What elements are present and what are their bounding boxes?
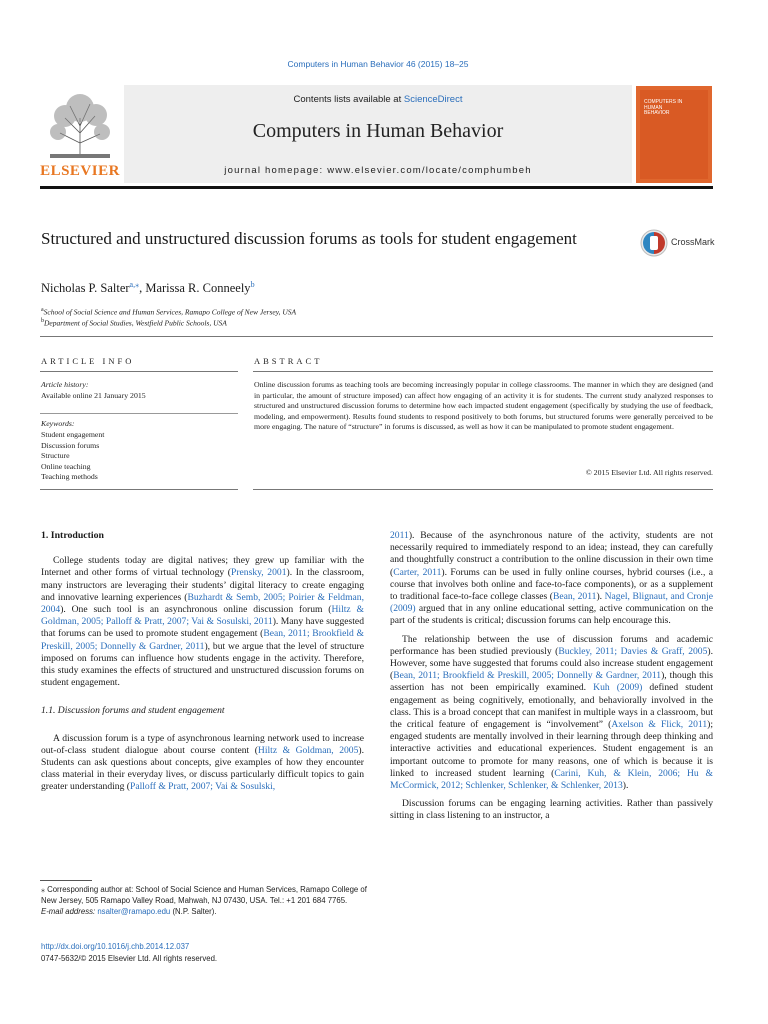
- body-paragraph: [41, 555, 364, 689]
- keyword: Online teaching: [41, 461, 91, 471]
- article-history-value: Available online 21 January 2015: [41, 391, 146, 400]
- paragraph-text: argued that in any online educational setting, active communication on the part of the students is critical; discussion forums can help encourage this.: [390, 603, 713, 627]
- journal-name: Computers in Human Behavior: [252, 120, 504, 142]
- cover-title: COMPUTERS IN HUMAN BEHAVIOR: [644, 99, 683, 116]
- divider: [40, 413, 238, 414]
- affiliation-text: Department of Social Studies, Westfield Public Schools, USA: [44, 318, 227, 328]
- paragraph-text: ), but we argue that the level of structure imposed on forums can influence how students engage in the activity. Therefore, this study examines the effects of structured and unstructured discussion forums on student engagement.: [41, 640, 364, 689]
- divider: [40, 336, 713, 337]
- affiliation-marker: b: [41, 318, 44, 324]
- divider: [40, 371, 238, 372]
- header-rule: [40, 186, 713, 189]
- abstract-copyright: © 2015 Elsevier Ltd. All rights reserved.: [585, 468, 713, 477]
- paragraph-text: ). Because of the asynchronous nature of the activity, students are not necessarily required to immediately respond to an idea; instead, they can carefully and thoughtfully construct a contribution to the online discussion in their own time (: [390, 530, 713, 578]
- divider: [40, 489, 238, 490]
- article-title: Structured and unstructured discussion forums as tools for student engagement: [41, 229, 577, 248]
- contents-prefix: Contents lists available at: [293, 94, 404, 105]
- abstract-heading: ABSTRACT: [254, 356, 323, 366]
- keyword: Discussion forums: [41, 440, 100, 450]
- citation-link[interactable]: Bean, 2011: [552, 591, 597, 603]
- paragraph-text: ). However, some have suggested that forums could also increase student engagement (: [390, 645, 713, 682]
- paragraph-text: ). One such tool is an asynchronous online discussion forum (: [60, 604, 332, 616]
- paragraph-text: ).: [596, 591, 605, 603]
- paragraph-text: ). In the classroom, many instructors are leveraging their students’ digital literacy to create engaging and innovative learning experiences (: [41, 567, 364, 603]
- citation-link[interactable]: Bean, 2011; Brookfield & Preskill, 2005; Donnelly & Gardner, 2011: [393, 670, 662, 682]
- author-affil-marker[interactable]: a,⁎: [129, 280, 140, 289]
- paragraph-text: defined student engagement as being cognitively, emotionally, and behaviorally involved in the class. This is a broad concept that can manifest in multiple ways in a classroom, but the critical feature of engagement is “involvement” (: [390, 682, 713, 731]
- paragraph-text: A discussion forum is a type of asynchronous learning network used to increase out-of-class student dialogue about course content (: [41, 732, 364, 756]
- citation-link[interactable]: Axelson & Flick, 2011: [611, 719, 708, 731]
- elsevier-wordmark: ELSEVIER: [40, 163, 120, 179]
- keyword: Student engagement: [41, 430, 105, 439]
- contents-line: [124, 94, 632, 105]
- keywords-label: Keywords:: [41, 419, 75, 428]
- citation-link[interactable]: Prensky, 2001: [231, 567, 287, 579]
- body-paragraph: Discussion forums can be engaging learning activities. Rather than passively sitting in class listening to an instructor, a: [390, 798, 713, 822]
- affiliation-marker: a: [41, 307, 44, 313]
- keyword-list: [41, 430, 104, 483]
- crossmark-label[interactable]: CrossMark: [671, 237, 715, 247]
- body-paragraph: [41, 733, 364, 794]
- journal-cover-thumbnail[interactable]: [636, 86, 712, 183]
- citation-link[interactable]: 2011: [390, 530, 409, 541]
- keyword: Structure: [41, 451, 70, 461]
- paragraph-text: ), though this assertion has not been empirically examined.: [390, 670, 713, 694]
- author-affil-marker[interactable]: b: [250, 280, 255, 289]
- paragraph-text: College students today are digital natives; they grew up familiar with the Internet and other forms of virtual technology (: [41, 555, 364, 579]
- affiliation-b: [41, 318, 227, 328]
- author-name[interactable]: Marissa R. Conneely: [145, 281, 251, 296]
- citation-link[interactable]: Carter, 2011: [393, 566, 442, 578]
- affiliation-a: [41, 307, 296, 317]
- body-paragraph: [390, 530, 713, 628]
- paragraph-text: ). Many have suggested that forums can be used to promote student engagement (: [41, 616, 364, 640]
- paragraph-text: The relationship between the use of discussion forums and academic performance has been studied previously (: [390, 633, 713, 657]
- citation-link[interactable]: Buckley, 2011; Davies & Graff, 2005: [558, 645, 708, 657]
- paragraph-text: ). Students can ask questions about concepts, give examples of how they encounter class material in their everyday lives, or discuss particularly difficult topics to gain greater understanding (: [41, 744, 364, 793]
- body-paragraph: [390, 634, 713, 793]
- citation-link[interactable]: Hiltz & Goldman, 2005: [257, 744, 359, 756]
- doi-link[interactable]: http://dx.doi.org/10.1016/j.chb.2014.12.037: [41, 942, 190, 951]
- citation-link[interactable]: Hiltz & Goldman, 2005; Palloff & Pratt, 2007; Vai & Sosulski, 2011: [41, 604, 364, 628]
- citation-link[interactable]: Bean, 2011; Brookfield & Preskill, 2005; Donnelly & Gardner, 2011: [41, 628, 364, 652]
- corresponding-author-footnote: [41, 884, 371, 917]
- citation-link[interactable]: Nagel, Blignaut, and Cronje (2009): [390, 591, 713, 615]
- citation-link[interactable]: Buzhardt & Semb, 2005; Poirier & Feldman, 2004: [41, 591, 364, 616]
- abstract-text: Online discussion forums as teaching tools are becoming increasingly popular in college classrooms. The manner in which they are designed (and in particular, the amount of structure imposed) can affect how engaging of an activity it is for students. The current study analyzed responses to structured and unstructured discussion forums to determine how each impacted student engagement (specifically by studying the use of feedback, modeling, and empowerment). Results found students to respond positively to both forums, but structured forums were generally perceived to be more engaging. The nature of “structure” in forums is discussed, as well as how it can be manipulated to promote student engagement.: [254, 380, 713, 432]
- author-list: [41, 280, 255, 296]
- citation-link[interactable]: Carini, Kuh, & Klein, 2006; Hu & McCormick, 2012; Schlenker, Schlenker, & Schlenker, 2013: [390, 767, 713, 792]
- paragraph-text: ).: [622, 780, 629, 792]
- article-history-label: Article history:: [41, 380, 89, 389]
- subsection-heading: 1.1. Discussion forums and student engagement: [41, 705, 225, 717]
- citation-link[interactable]: Palloff & Pratt, 2007; Vai & Sosulski,: [129, 781, 276, 793]
- author-separator: ,: [139, 281, 146, 296]
- section-heading: 1. Introduction: [41, 530, 104, 541]
- journal-homepage[interactable]: journal homepage: www.elsevier.com/locate/comphumbeh: [224, 165, 532, 176]
- sciencedirect-link[interactable]: ScienceDirect: [403, 94, 463, 105]
- citation-link[interactable]: Kuh (2009): [593, 682, 643, 694]
- corresponding-author-text: ⁎ Corresponding author at: School of Social Science and Human Services, Ramapo College of New Jersey, 505 Ramapo Valley Road, Mahwah, NJ 07430, USA. Tel.: +1 201 684 7765.: [41, 885, 367, 905]
- email-link[interactable]: nsalter@ramapo.edu: [97, 907, 171, 916]
- paragraph-text: ); engaged students are mentally involved in their learning through deep thinking and interactive activities and educational experiences. Student engagement is an important outcome to promote for many reasons, one of which is because it is linked to increased student learning (: [390, 719, 713, 779]
- body-right-column: [390, 530, 713, 823]
- affiliation-text: School of Social Science and Human Services, Ramapo College of New Jersey, USA: [43, 307, 297, 317]
- email-label: E-mail address:: [41, 907, 98, 916]
- divider: [253, 371, 713, 372]
- email-line: [41, 906, 371, 917]
- author-name[interactable]: Nicholas P. Salter: [41, 281, 130, 296]
- body-left-column: [41, 530, 364, 794]
- divider: [253, 489, 713, 490]
- footnote-rule: [40, 880, 92, 881]
- email-suffix: (N.P. Salter).: [170, 907, 217, 916]
- article-info-heading: ARTICLE INFO: [41, 356, 135, 366]
- paragraph-text: ). Forums can be used in fully online courses, hybrid courses (i.e., a course that involves both online and face-to-face components), or as a supplement to traditional face-to-face college classes (: [390, 566, 713, 603]
- issn-line: 0747-5632/© 2015 Elsevier Ltd. All rights reserved.: [41, 954, 218, 963]
- crossmark-icon[interactable]: [640, 229, 668, 257]
- journal-reference-link[interactable]: Computers in Human Behavior 46 (2015) 18–25: [287, 59, 469, 69]
- keyword: Teaching methods: [41, 472, 98, 482]
